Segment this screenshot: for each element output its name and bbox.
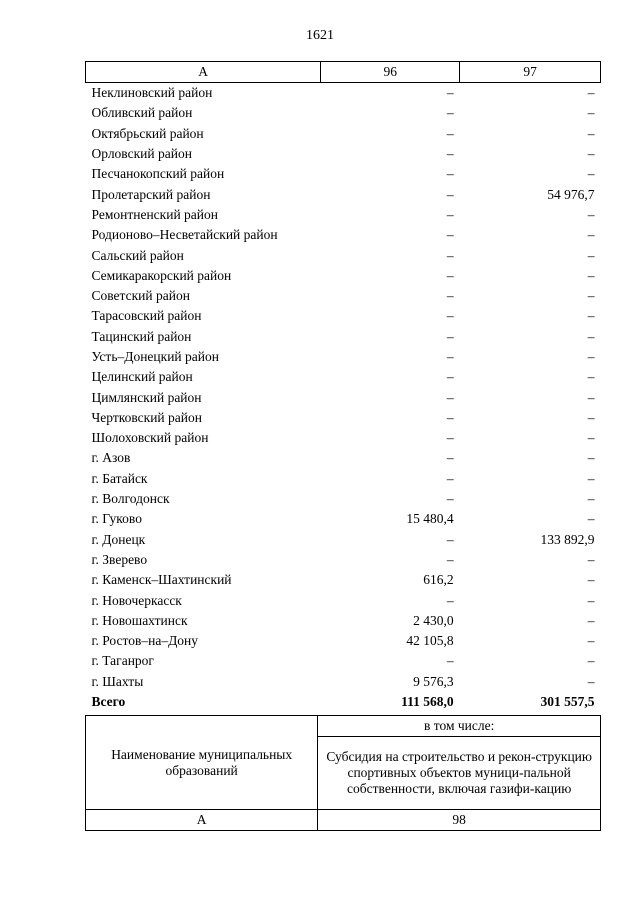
value-97: –	[587, 247, 595, 263]
municipality-name: Октябрьский район	[91, 125, 204, 141]
value-96: –	[446, 206, 454, 222]
value-96: 9 576,3	[413, 673, 454, 689]
total-row	[86, 692, 601, 712]
header-cell-96: 96	[321, 62, 460, 83]
municipality-name: Чертковский район	[91, 409, 202, 425]
table-row	[86, 387, 601, 407]
value-97: –	[587, 470, 595, 486]
table-row	[86, 530, 601, 550]
table-header-row	[86, 62, 601, 83]
value-96: –	[446, 186, 454, 202]
table-row	[86, 103, 601, 123]
subsidy-column-header: Субсидия на строительство и рекон-струкцию спортивных объектов муници-пальной собственности, включая газифи-кацию	[318, 737, 601, 810]
value-96: –	[446, 328, 454, 344]
value-97: –	[587, 572, 595, 588]
table-row	[86, 590, 601, 610]
value-96: –	[446, 531, 454, 547]
table-row	[86, 144, 601, 164]
municipality-name: г. Таганрог	[91, 653, 154, 669]
table-row	[86, 327, 601, 347]
value-97: –	[587, 409, 595, 425]
municipality-name: Орловский район	[91, 146, 192, 162]
table-row	[86, 245, 601, 265]
municipality-name: Неклиновский район	[91, 85, 213, 101]
value-96: 15 480,4	[406, 511, 454, 527]
value-96: –	[446, 592, 454, 608]
value-97: –	[587, 308, 595, 324]
value-96: –	[446, 267, 454, 283]
municipality-name: г. Каменск–Шахтинский	[91, 572, 232, 588]
municipality-name: Советский район	[91, 288, 190, 304]
code-cell-a: А	[86, 810, 318, 831]
value-97: –	[587, 612, 595, 628]
table-row	[86, 83, 601, 104]
value-96: 42 105,8	[406, 633, 454, 649]
table-row	[86, 408, 601, 428]
table-row	[86, 266, 601, 286]
value-96: –	[446, 247, 454, 263]
municipality-name: Семикаракорский район	[91, 267, 232, 283]
value-97: –	[587, 369, 595, 385]
table-row	[86, 448, 601, 468]
value-97: –	[587, 166, 595, 182]
municipality-name: г. Новочеркасск	[91, 592, 182, 608]
table-row	[86, 570, 601, 590]
value-96: –	[446, 308, 454, 324]
value-97: –	[587, 227, 595, 243]
value-96: –	[446, 85, 454, 101]
municipality-name: Усть–Донецкий район	[91, 349, 219, 364]
value-97: –	[587, 673, 595, 689]
header-cell-a: А	[86, 62, 321, 83]
value-97: –	[587, 105, 595, 121]
municipality-name: г. Гуково	[91, 511, 142, 527]
page-number: 1621	[306, 28, 334, 43]
value-97: 301 557,5	[540, 694, 595, 710]
municipality-name: Сальский район	[91, 247, 184, 263]
value-96: –	[446, 409, 454, 425]
value-97: –	[587, 125, 595, 141]
value-97: –	[587, 85, 595, 101]
value-96: –	[446, 227, 454, 243]
value-97: –	[587, 430, 595, 446]
municipality-name: г. Волгодонск	[91, 491, 170, 507]
value-97: –	[587, 206, 595, 222]
value-96: –	[446, 389, 454, 405]
value-97: –	[587, 288, 595, 304]
municipality-name: г. Азов	[91, 450, 131, 466]
value-97: –	[587, 328, 595, 344]
value-97: –	[587, 349, 595, 364]
table-row	[86, 286, 601, 306]
municipality-name: г. Донецк	[91, 531, 146, 547]
second-table-header	[85, 715, 601, 831]
municipality-name: Шолоховский район	[91, 430, 209, 446]
table-row	[86, 651, 601, 671]
table-row	[86, 347, 601, 367]
value-97: –	[587, 267, 595, 283]
subsidy-table	[85, 61, 601, 712]
table-row	[86, 672, 601, 692]
municipality-name: Родионово–Несветайский район	[91, 227, 278, 243]
table-row	[86, 225, 601, 245]
table-row	[86, 367, 601, 387]
value-96: –	[446, 166, 454, 182]
value-96: 111 568,0	[401, 694, 454, 710]
table-row	[86, 124, 601, 144]
value-96: –	[446, 105, 454, 121]
value-96: –	[446, 125, 454, 141]
value-96: –	[446, 470, 454, 486]
municipality-name: Ремонтненский район	[91, 206, 218, 222]
value-96: –	[446, 653, 454, 669]
table-row	[86, 428, 601, 448]
municipality-name: г. Ростов–на–Дону	[91, 633, 199, 649]
table-row	[86, 611, 601, 631]
municipality-name: Цимлянский район	[91, 389, 202, 405]
value-96: –	[446, 288, 454, 304]
name-column-header: Наименование муниципальных образований	[86, 716, 318, 810]
municipality-name: Целинский район	[91, 369, 193, 385]
municipality-name: г. Новошахтинск	[91, 612, 188, 628]
municipality-name: Тарасовский район	[91, 308, 202, 324]
municipality-name: Песчанокопский район	[91, 166, 225, 182]
municipality-name: г. Шахты	[91, 673, 144, 689]
municipality-name: г. Зверево	[91, 551, 148, 567]
value-97: –	[587, 511, 595, 527]
value-97: 133 892,9	[540, 531, 595, 547]
table-row	[86, 205, 601, 225]
municipality-name: Тацинский район	[91, 328, 192, 344]
header-cell-97: 97	[460, 62, 601, 83]
value-96: –	[446, 450, 454, 466]
table-row	[86, 469, 601, 489]
table-row	[86, 631, 601, 651]
municipality-name: Всего	[91, 694, 126, 710]
table-row	[86, 509, 601, 529]
value-97: –	[587, 551, 595, 567]
value-96: –	[446, 551, 454, 567]
value-96: –	[446, 146, 454, 162]
value-97: –	[587, 592, 595, 608]
municipality-name: Пролетарский район	[91, 186, 211, 202]
municipality-name: г. Батайск	[91, 470, 148, 486]
value-97: –	[587, 389, 595, 405]
table-row	[86, 489, 601, 509]
table-row	[86, 184, 601, 204]
table-row	[86, 164, 601, 184]
table-row	[86, 550, 601, 570]
value-96: 2 430,0	[413, 612, 454, 628]
value-97: –	[587, 633, 595, 649]
table-row	[86, 306, 601, 326]
value-96: –	[446, 491, 454, 507]
value-96: –	[446, 349, 454, 364]
value-97: –	[587, 146, 595, 162]
value-97: –	[587, 491, 595, 507]
including-header: в том числе:	[318, 716, 601, 737]
value-97: 54 976,7	[547, 186, 595, 202]
value-96: –	[446, 430, 454, 446]
code-cell-98: 98	[318, 810, 601, 831]
value-97: –	[587, 450, 595, 466]
value-96: 616,2	[423, 572, 454, 588]
value-96: –	[446, 369, 454, 385]
municipality-name: Обливский район	[91, 105, 193, 121]
value-97: –	[587, 653, 595, 669]
